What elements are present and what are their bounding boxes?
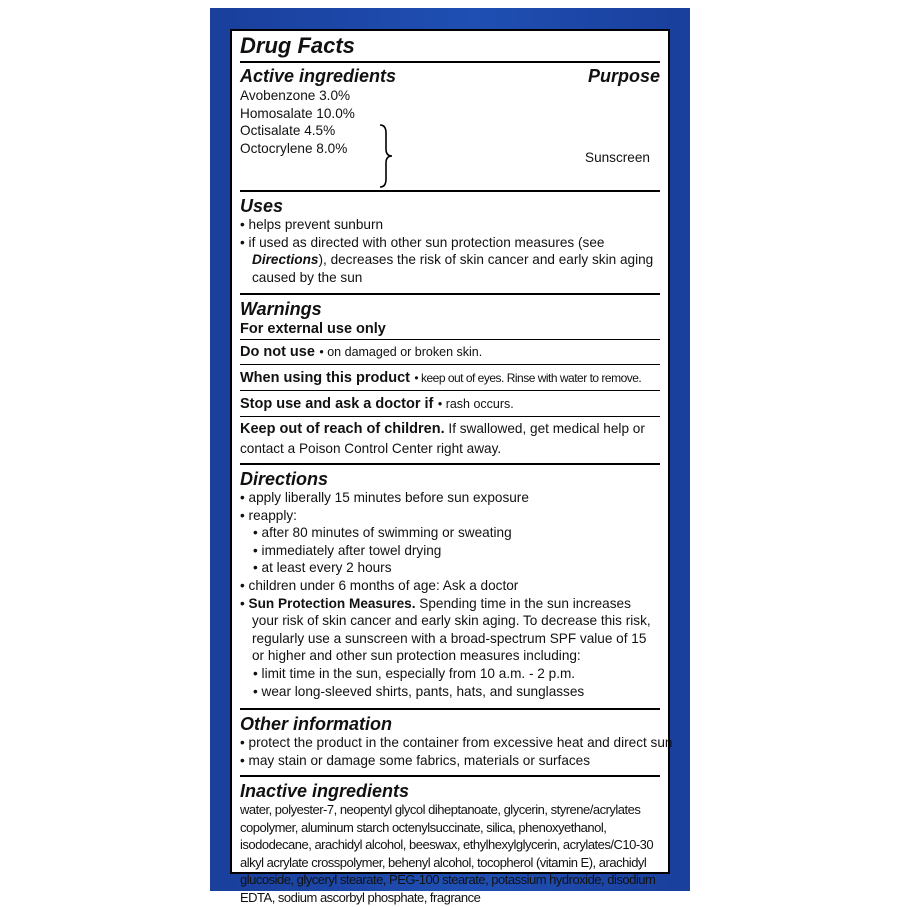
sub-list-item: • wear long-sleeved shirts, pants, hats, and sunglasses: [253, 683, 585, 699]
brace-icon: [378, 123, 394, 189]
list-item: • helps prevent sunburn: [240, 217, 384, 232]
do-not-use-row: Do not use • on damaged or broken skin.: [240, 344, 483, 360]
list-item: • reapply:: [240, 507, 297, 523]
active-ingredients-section: [240, 63, 660, 192]
when-using-row: When using this product • keep out of eyes. Rinse with water to remove.: [240, 370, 642, 386]
ingredient: Octocrylene 8.0%: [240, 140, 348, 156]
ingredient: Avobenzone 3.0%: [240, 88, 351, 103]
sub-list-item: • immediately after towel drying: [253, 542, 442, 558]
inactive-ingredients-heading: Inactive ingredients: [240, 781, 410, 801]
directions-heading: Directions: [240, 469, 329, 489]
other-information-heading: Other information: [240, 714, 392, 734]
warnings-section: [240, 295, 660, 465]
active-ingredients-heading: Active ingredients: [240, 66, 397, 86]
list-item: • Sun Protection Measures. Spending time in the sun increases your risk of skin cancer and early skin aging. To decrease this risk, regularly use a sunscreen with a broad-spectrum SPF value of 15 or higher and other sun protection measures including:: [240, 595, 651, 664]
purpose-heading: Purpose: [587, 66, 660, 86]
stop-use-row: Stop use and ask a doctor if • rash occurs.: [240, 396, 514, 412]
list-item: • children under 6 months of age: Ask a doctor: [240, 577, 519, 593]
inactive-ingredients-section: [240, 777, 660, 907]
drug-facts-title: Drug Facts: [240, 33, 355, 58]
sub-list-item: • after 80 minutes of swimming or sweating: [253, 525, 512, 541]
warnings-heading: Warnings: [240, 299, 322, 319]
uses-heading: Uses: [240, 196, 284, 216]
title-section: [240, 31, 660, 63]
active-header-row: [240, 63, 660, 86]
ingredient: Octisalate 4.5%: [240, 123, 336, 139]
sub-list-item: • limit time in the sun, especially from 10 a.m. - 2 p.m.: [253, 665, 576, 681]
list-item: • if used as directed with other sun protection measures (see Directions), decreases the risk of skin cancer and early skin aging caused by the sun: [240, 234, 654, 285]
uses-section: [240, 192, 660, 295]
other-information-section: [240, 710, 673, 777]
external-use-only: For external use only: [240, 321, 386, 337]
keep-out-row: Keep out of reach of children. If swallowed, get medical help or contact a Poison Control Center right away.: [240, 421, 645, 456]
list-item: • protect the product in the container from excessive heat and direct sun: [240, 735, 673, 750]
purpose-sunscreen: Sunscreen: [585, 150, 650, 165]
list-item: • may stain or damage some fabrics, materials or surfaces: [240, 752, 591, 768]
inactive-ingredients-text: water, polyester-7, neopentyl glycol diheptanoate, glycerin, styrene/acrylates copolymer, aluminum starch octenylsuccinate, silica, phenoxyethanol, isododecane, arachidyl alcohol, beeswax, ethylhexylglycerin, acrylates/C10-30 alkyl acrylate crosspolymer, behenyl alcohol, tocopherol (vitamin E), arachidyl glucoside, glyceryl stearate, PEG-100 stearate, potassium hydroxide, disodium EDTA, sodium ascorbyl phosphate, fragrance: [240, 802, 656, 905]
drug-facts-panel: [230, 29, 673, 905]
list-item: • apply liberally 15 minutes before sun exposure: [240, 490, 529, 505]
ingredient: Homosalate 10.0%: [240, 105, 355, 121]
ingredient-list: [240, 87, 660, 157]
directions-section: [240, 465, 660, 710]
sub-list-item: • at least every 2 hours: [253, 560, 392, 576]
